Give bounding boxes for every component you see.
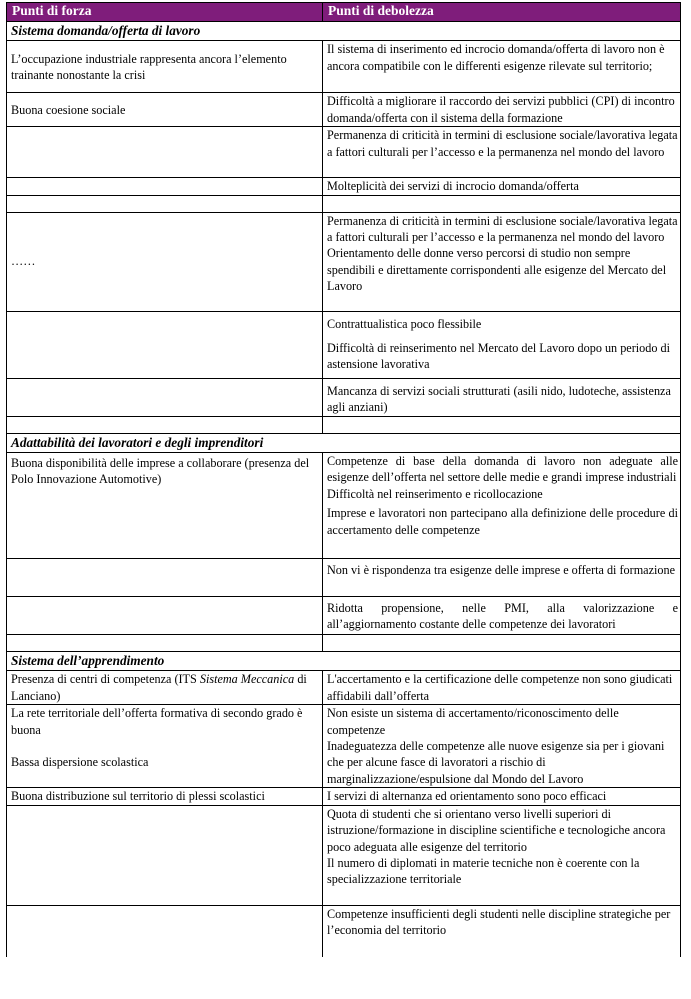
table-row xyxy=(7,635,681,652)
strength-cell: Buona distribuzione sul territorio di plessi scolastici xyxy=(7,788,323,805)
weakness-cell xyxy=(323,453,681,559)
section-title-learning-system: Sistema dell’apprendimento xyxy=(7,652,681,671)
header-strengths: Punti di forza xyxy=(7,3,323,22)
weakness-cell-empty xyxy=(323,195,681,212)
weakness-cell: Mancanza di servizi sociali strutturati (asili nido, ludoteche, assistenza agli anziani) xyxy=(323,378,681,416)
strength-text: Presenza di centri di competenza (ITS xyxy=(11,672,200,687)
table-row xyxy=(7,805,681,905)
weakness-cell: Competenze insufficienti degli studenti nelle discipline strategiche per l’economia del territorio xyxy=(323,905,681,957)
table-row xyxy=(7,416,681,433)
header-weaknesses: Punti di debolezza xyxy=(323,3,681,22)
strength-cell-empty xyxy=(7,195,323,212)
weakness-text: Imprese e lavoratori non partecipano alla definizione delle procedure di accertamento delle competenze xyxy=(327,506,678,537)
weakness-cell-empty xyxy=(323,635,681,652)
strength-text: Bassa dispersione scolastica xyxy=(11,755,149,770)
weakness-cell: Molteplicità dei servizi di incrocio domanda/offerta xyxy=(323,178,681,195)
table-row xyxy=(7,127,681,178)
strength-cell-empty xyxy=(7,597,323,635)
table-row xyxy=(7,311,681,378)
table-row xyxy=(7,597,681,635)
weakness-cell xyxy=(323,311,681,378)
table-row xyxy=(7,93,681,127)
weakness-text: Il numero di diplomati in materie tecniche non è coerente con la specializzazione territoriale xyxy=(327,855,640,887)
section-row xyxy=(7,652,681,671)
table-row xyxy=(7,671,681,705)
strength-text: di Lanciano) xyxy=(11,672,307,703)
strength-cell-empty xyxy=(7,311,323,378)
strength-cell-empty xyxy=(7,416,323,433)
weakness-cell: Ridotta propensione, nelle PMI, alla valorizzazione e all’aggiornamento costante delle competenze dei lavoratori xyxy=(323,597,681,635)
weakness-text: Inadeguatezza delle competenze alle nuove esigenze sia per i giovani che per alcune fasce di lavoratori a rischio di marginalizzazione/espulsione dal Mondo del Lavoro xyxy=(327,739,665,786)
strength-cell: Buona disponibilità delle imprese a collaborare (presenza del Polo Innovazione Automotive) xyxy=(7,453,323,559)
table-row xyxy=(7,41,681,93)
weakness-cell-empty xyxy=(323,416,681,433)
table-row xyxy=(7,788,681,805)
section-row xyxy=(7,22,681,41)
swot-table xyxy=(6,2,681,957)
header-row xyxy=(7,3,681,22)
strength-cell xyxy=(7,671,323,705)
strength-cell-empty xyxy=(7,805,323,905)
section-row xyxy=(7,433,681,452)
strength-cell xyxy=(7,705,323,788)
strength-cell: Buona coesione sociale xyxy=(7,93,323,127)
strength-cell-empty xyxy=(7,378,323,416)
table-row xyxy=(7,178,681,195)
strength-cell-empty xyxy=(7,559,323,597)
strength-cell-empty xyxy=(7,178,323,195)
weakness-cell: Non vi è rispondenza tra esigenze delle imprese e offerta di formazione xyxy=(323,559,681,597)
table-row xyxy=(7,705,681,788)
table-row xyxy=(7,195,681,212)
section-title-labour-market: Sistema domanda/offerta di lavoro xyxy=(7,22,681,41)
weakness-cell: L'accertamento e la certificazione delle competenze non sono giudicati affidabili dall’offerta xyxy=(323,671,681,705)
strength-cell-empty xyxy=(7,635,323,652)
strength-cell-empty xyxy=(7,127,323,178)
weakness-cell: I servizi di alternanza ed orientamento sono poco efficaci xyxy=(323,788,681,805)
strength-text: La rete territoriale dell’offerta formativa di secondo grado è buona xyxy=(11,706,303,737)
weakness-text: Contrattualistica poco flessibile xyxy=(327,316,482,331)
weakness-text: Permanenza di criticità in termini di esclusione sociale/lavorativa legata a fattori culturali per l’accesso e la permanenza nel mondo del lavoro xyxy=(327,213,678,245)
strength-cell: …… xyxy=(7,212,323,311)
weakness-text: Competenze di base della domanda di lavoro non adeguate alle esigenze dell’offerta nel settore delle medie e grandi imprese industriali xyxy=(327,454,678,485)
strength-cell-empty xyxy=(7,905,323,957)
weakness-text: Difficoltà nel reinserimento e ricollocazione xyxy=(327,486,543,501)
strength-cell: L’occupazione industriale rappresenta ancora l’elemento trainante nonostante la crisi xyxy=(7,41,323,93)
weakness-text: Non esiste un sistema di accertamento/riconoscimento delle competenze xyxy=(327,706,619,737)
weakness-cell xyxy=(323,705,681,788)
weakness-cell: Il sistema di inserimento ed incrocio domanda/offerta di lavoro non è ancora compatibile con le differenti esigenze rilevate sul territorio; xyxy=(323,41,681,93)
weakness-text: Quota di studenti che si orientano verso livelli superiori di istruzione/formazione in discipline scientifiche e tecnologiche ancora poco adeguata alle esigenze del territorio xyxy=(327,806,666,854)
swot-document xyxy=(6,2,680,957)
table-row xyxy=(7,905,681,957)
weakness-text: Difficoltà di reinserimento nel Mercato del Lavoro dopo un periodo di astensione lavorativa xyxy=(327,341,670,372)
weakness-cell: Difficoltà a migliorare il raccordo dei servizi pubblici (CPI) di incontro domanda/offerta con il sistema della formazione xyxy=(323,93,681,127)
section-title-adaptability: Adattabilità dei lavoratori e degli imprenditori xyxy=(7,433,681,452)
table-row xyxy=(7,378,681,416)
weakness-cell: Permanenza di criticità in termini di esclusione sociale/lavorativa legata a fattori culturali per l’accesso e la permanenza nel mondo del lavoro xyxy=(323,127,681,178)
table-row xyxy=(7,453,681,559)
strength-text-italic: Sistema Meccanica xyxy=(199,672,295,687)
table-row xyxy=(7,212,681,311)
weakness-cell xyxy=(323,805,681,905)
weakness-cell xyxy=(323,212,681,311)
table-row xyxy=(7,559,681,597)
weakness-text: Orientamento delle donne verso percorsi di studio non sempre spendibili e direttamente corrispondenti alle esigenze del Mercato del Lavoro xyxy=(327,246,667,294)
